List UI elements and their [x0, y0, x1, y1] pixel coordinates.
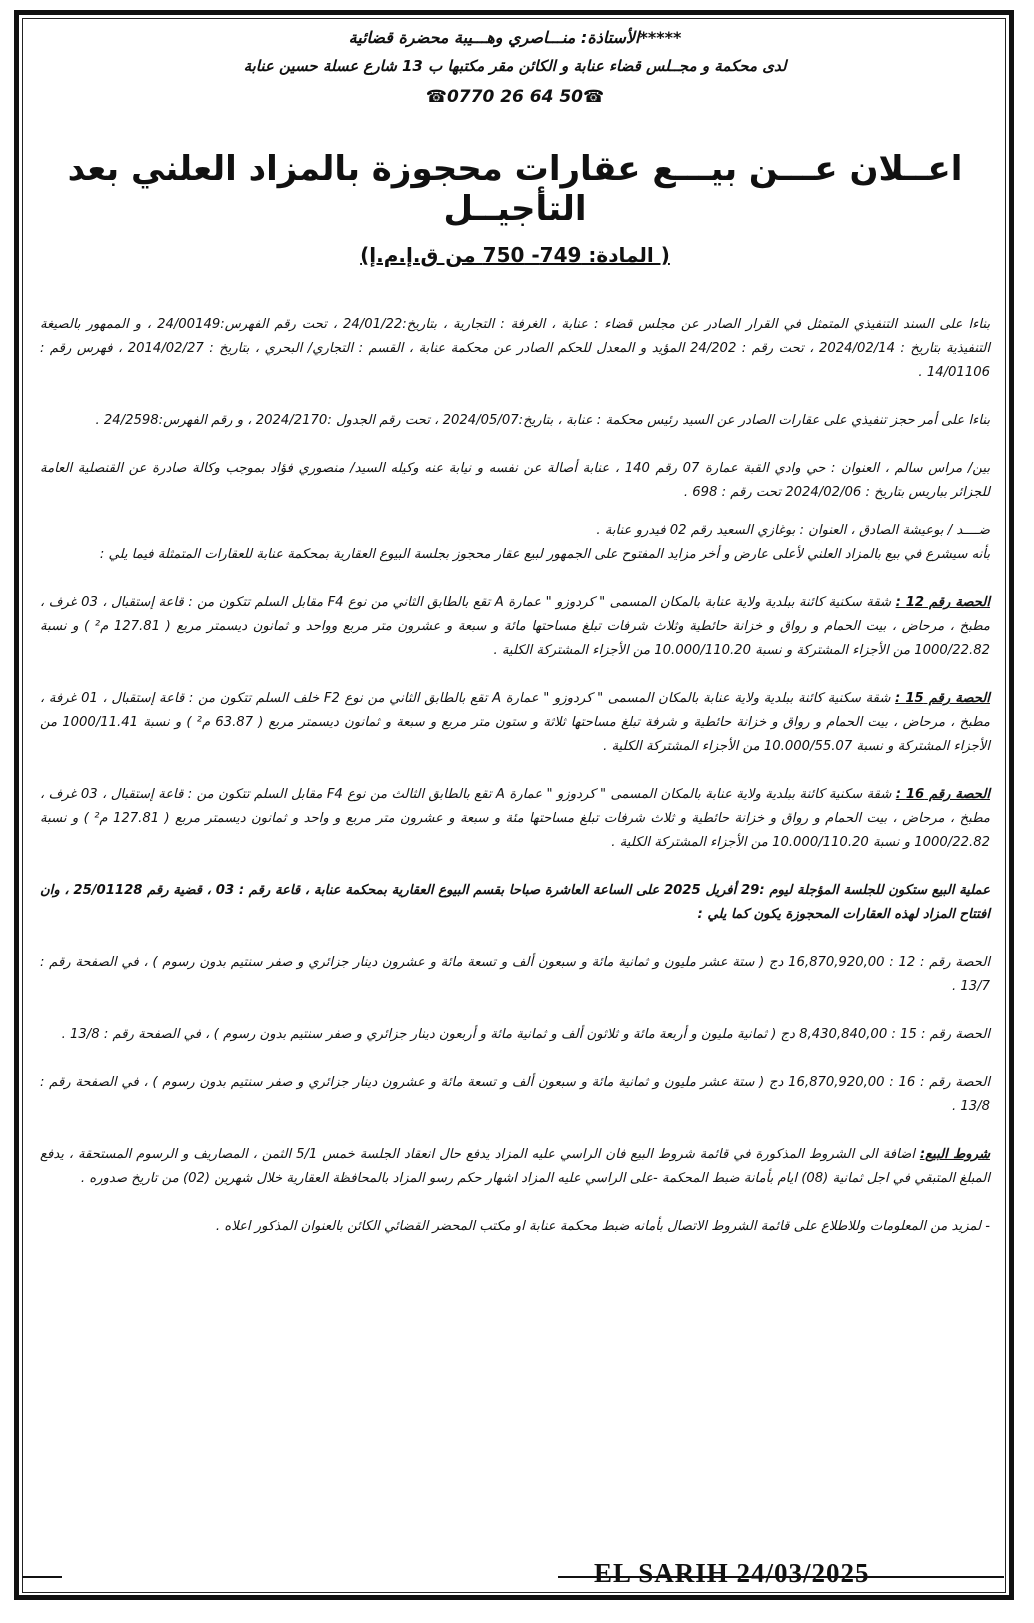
phone-icon: ☎	[425, 87, 447, 107]
bailiff-address: لدى محكمة و مجــلس قضاء عنابة و الكائن مقر مكتبها ب 13 شارع عسلة حسين عنابة	[243, 57, 787, 75]
newspaper-date: EL SARIH 24/03/2025	[594, 1558, 870, 1588]
lot-15	[40, 687, 990, 759]
lot-16-label: الحصة رقم 16 :	[895, 787, 990, 802]
conditions-text: اضافة الى الشروط المذكورة في قائمة شروط البيع فان الراسي عليه المزاد يدفع حال انعقاد الجلسة خمس 5/1 الثمن ، المصاريف و الرسوم المستحقة ، يدفع المبلغ المتبقي في اجل ثمانية (08) ايام بأمانة ضبط المحكمة -على الراسي عليه المزاد اشهار حكم رسو المزاد بالمحافظة العقارية خلال شهرين (02) من تاريخ صدوره .	[40, 1147, 990, 1186]
bailiff-name: *****الأستاذة: منـــاصري وهـــيبة محضرة قضائية	[348, 28, 682, 47]
lot-12-label: الحصة رقم 12 :	[895, 595, 990, 610]
sale-intro: بأنه سيشرع في بيع بالمزاد العلني لأعلى عارض و أخر مزايد المفتوح على الجمهور لبيع عقار محجوز بجلسة البيوع العقارية بمحكمة عنابة للعقارات المتمثلة فيما يلي :	[99, 547, 990, 562]
seizure-order: بناءا على أمر حجز تنفيذي على عقارات الصادر عن السيد رئيس محكمة : عنابة ، بتاريخ:2024/05/07 ، تحت رقم الجدول :2024/2170 ، و رقم الفهرس:24/2598 .	[95, 413, 990, 428]
footer-rule-right	[558, 1576, 1004, 1578]
price-lot-15: الحصة رقم : 15 : 8,430,840,00 دج ( ثمانية مليون و أربعة مائة و ثلاثون ألف و ثمانية مائة و أربعون دينار جزائري و صفر سنتيم بدون رسوم ) ، في الصفحة رقم : 13/8 .	[61, 1027, 990, 1042]
announcement-title: اعــلان عـــن بيـــع عقارات محجوزة بالمزاد العلني بعد التأجيــل	[67, 149, 963, 229]
creditor: بين/ مراس سالم ، العنوان : حي وادي القبة عمارة 07 رقم 140 ، عنابة أصالة عن نفسه و نيابة عنه وكيله السيد/ منصوري فؤاد بموجب وكالة صادرة عن القنصلية العامة للجزائر بباريس بتاريخ : 2024/02/06 تحت رقم : 698 .	[40, 461, 990, 500]
phone-number	[40, 87, 990, 107]
debtor: ضــــد / بوعيشة الصادق ، العنوان : بوغازي السعيد رقم 02 فيدرو عنابة .	[596, 523, 990, 538]
lot-16-text: شقة سكنية كائنة ببلدية ولاية عنابة بالمكان المسمى " كردوزو " عمارة A تقع بالطابق الثالث من نوع F4 مقابل السلم تتكون من : قاعة إستقبال ، 03 غرف ، مطبخ ، مرحاض ، بيت الحمام و رواق و خزانة حائطية و ثلاث شرفات تبلغ مساحتها مئة و سبعة و عشرون متر مربع و واحد و ثمانون ديسمتر مربع ( 127.81 م² ) و نسبة 1000/22.82 و نسبة 10.000/110.20 من الأجزاء المشتركة الكلية .	[40, 787, 990, 850]
footer	[22, 1558, 1006, 1596]
session-info: عملية البيع ستكون للجلسة المؤجلة ليوم :29 أفريل 2025 على الساعة العاشرة صباحا بقسم البيوع العقارية بمحكمة عنابة ، قاعة رقم : 03 ، قضية رقم 25/01128 ، وان افتتاح المزاد لهذه العقارات المحجوزة يكون كما يلي :	[40, 883, 990, 922]
announcement-body	[40, 24, 990, 1239]
price-lot-12: الحصة رقم : 12 : 16,870,920,00 دج ( ستة عشر مليون و ثمانية مائة و سبعون ألف و تسعة مائة و عشرون دينار جزائري و صفر سنتيم بدون رسوم ) ، في الصفحة رقم : 13/7 .	[40, 955, 991, 994]
more-info: - لمزيد من المعلومات وللاطلاع على قائمة الشروط الاتصال بأمانه ضبط محكمة عنابة او مكتب المحضر القضائي الكائن بالعنوان المذكور اعلاه .	[215, 1219, 990, 1234]
lot-16	[40, 783, 990, 855]
lot-15-text: شقة سكنية كائنة ببلدية ولاية عنابة بالمكان المسمى " كردوزو " عمارة A تقع بالطابق الثاني من نوع F2 خلف السلم تتكون من : قاعة إستقبال ، 01 غرفة ، مطبخ ، مرحاض ، بيت الحمام و رواق و خزانة حائطية و شرفة تبلغ مساحتها ثلاثة و ستون متر مربع و سبعة و ثمانون ديسمتر مربع ( 63.87 م² ) و نسبة 1000/11.41 من الأجزاء المشتركة و نسبة 10.000/55.07 من الأجزاء المشتركة الكلية .	[40, 691, 990, 754]
lot-12-text: شقة سكنية كائنة ببلدية ولاية عنابة بالمكان المسمى " كردوزو " عمارة A تقع بالطابق الثاني من نوع F4 مقابل السلم تتكون من : قاعة إستقبال ، 03 غرف ، مطبخ ، مرحاض ، بيت الحمام و رواق و خزانة حائطية وثلاث شرفات تبلغ مساحتها مائة و سبعة و عشرون متر مربع وواحد و ثمانون ديسمتر مربع ( 127.81 م² ) و نسبة 1000/22.82 من الأجزاء المشتركة و نسبة 10.000/110.20 من الأجزاء المشتركة الكلية .	[40, 595, 990, 658]
footer-rule-left	[22, 1576, 62, 1578]
conditions-label: شروط البيع:	[919, 1147, 990, 1162]
phone-text: 0770 26 64 50	[446, 87, 584, 107]
lot-15-label: الحصة رقم 15 :	[895, 691, 990, 706]
sale-conditions	[40, 1143, 990, 1191]
law-article: ( المادة: 749- 750 من ق.إ.م.إ)	[360, 243, 670, 267]
phone-icon: ☎	[583, 87, 605, 107]
lot-12	[40, 591, 990, 663]
price-lot-16: الحصة رقم : 16 : 16,870,920,00 دج ( ستة عشر مليون و ثمانية مائة و سبعون ألف و تسعة مائة و عشرون دينار جزائري و صفر سنتيم بدون رسوم ) ، في الصفحة رقم : 13/8 .	[40, 1075, 991, 1114]
enforcement-basis: بناءا على السند التنفيذي المتمثل في القرار الصادر عن مجلس قضاء : عنابة ، الغرفة : التجارية ، بتاريخ:24/01/22 ، تحت رقم الفهرس:24/00149 ، و الممهور بالصيغة التنفيذية بتاريخ : 2024/02/14 ، تحت رقم : 24/202 المؤيد و المعدل للحكم الصادر عن محكمة عنابة ، القسم : التجاري/ البحري ، بتاريخ : 2014/02/27 ، فهرس رقم : 14/01106 .	[40, 317, 991, 380]
